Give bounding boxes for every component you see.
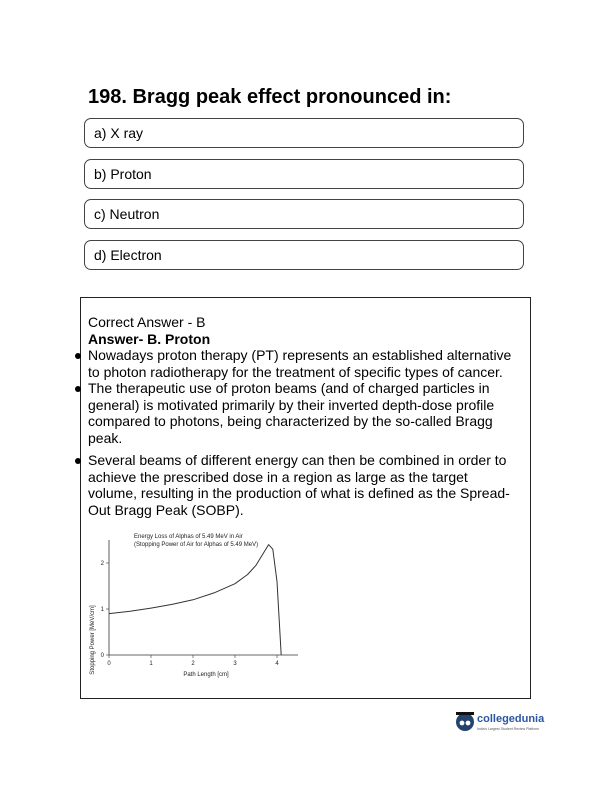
collegedunia-logo xyxy=(455,707,575,739)
bullet-dot-1 xyxy=(75,353,81,359)
logo-mascot-icon xyxy=(456,713,474,731)
x-tick-label: 0 xyxy=(107,661,111,667)
correct-answer-line: Correct Answer - B xyxy=(88,314,206,330)
bullet-line: achieve the prescribed dose in a region as large as the target xyxy=(88,468,468,485)
y-axis-label: Stopping Power [MeV/cm] xyxy=(90,605,96,675)
graduation-cap-icon xyxy=(456,712,474,715)
y-tick-label: 2 xyxy=(100,561,104,567)
x-tick-label: 3 xyxy=(233,661,237,667)
x-tick-label: 4 xyxy=(275,661,279,667)
bullet-line: Out Bragg Peak (SOBP). xyxy=(88,501,244,518)
bullet-line: volume, resulting in the production of what is defined as the Spread- xyxy=(88,485,510,501)
bullet-dot-3 xyxy=(75,458,81,464)
bragg-peak-chart xyxy=(84,522,314,684)
option-b[interactable]: b) Proton xyxy=(84,159,524,189)
option-c[interactable]: c) Neutron xyxy=(84,199,524,229)
bullet-line: Nowadays proton therapy (PT) represents an established alternative xyxy=(88,347,512,363)
explanation-bullet-1 xyxy=(88,347,528,380)
explanation-bullet-2 xyxy=(88,380,528,446)
logo-eye-icon xyxy=(466,721,471,726)
bullet-line: general) is motivated primarily by their inverted depth-dose profile xyxy=(88,396,495,413)
x-tick-label: 1 xyxy=(149,661,153,667)
bullet-line: compared to photons, being characterized by the so-called Bragg xyxy=(88,413,493,429)
chart-subtitle: (Stopping Power of Air for Alphas of 5.49 MeV) xyxy=(134,542,259,548)
bullet-line: peak. xyxy=(88,429,123,446)
explanation-bullet-3 xyxy=(88,452,528,518)
bullet-line: The therapeutic use of proton beams (and of charged particles in xyxy=(88,380,490,396)
y-tick-label: 0 xyxy=(100,653,104,659)
brand-tagline: India's Largest Student Review Platform xyxy=(477,727,540,731)
bullet-line: to photon radiotherapy for the treatment of specific types of cancer. xyxy=(88,363,503,380)
y-tick-label: 1 xyxy=(100,607,104,613)
option-d[interactable]: d) Electron xyxy=(84,240,524,270)
logo-eye-icon xyxy=(460,721,465,726)
bullet-line: Several beams of different energy can then be combined in order to xyxy=(88,452,507,468)
brand-name: collegedunia xyxy=(477,713,545,725)
chart-title: Energy Loss of Alphas of 5.49 MeV in Air xyxy=(134,534,243,540)
answer-heading: Answer- B. Proton xyxy=(88,331,211,347)
x-axis-label: Path Length [cm] xyxy=(183,672,229,678)
question-title: 198. Bragg peak effect pronounced in: xyxy=(88,86,452,108)
option-a[interactable]: a) X ray xyxy=(84,118,524,148)
x-tick-label: 2 xyxy=(191,661,195,667)
bullet-dot-2 xyxy=(75,386,81,392)
